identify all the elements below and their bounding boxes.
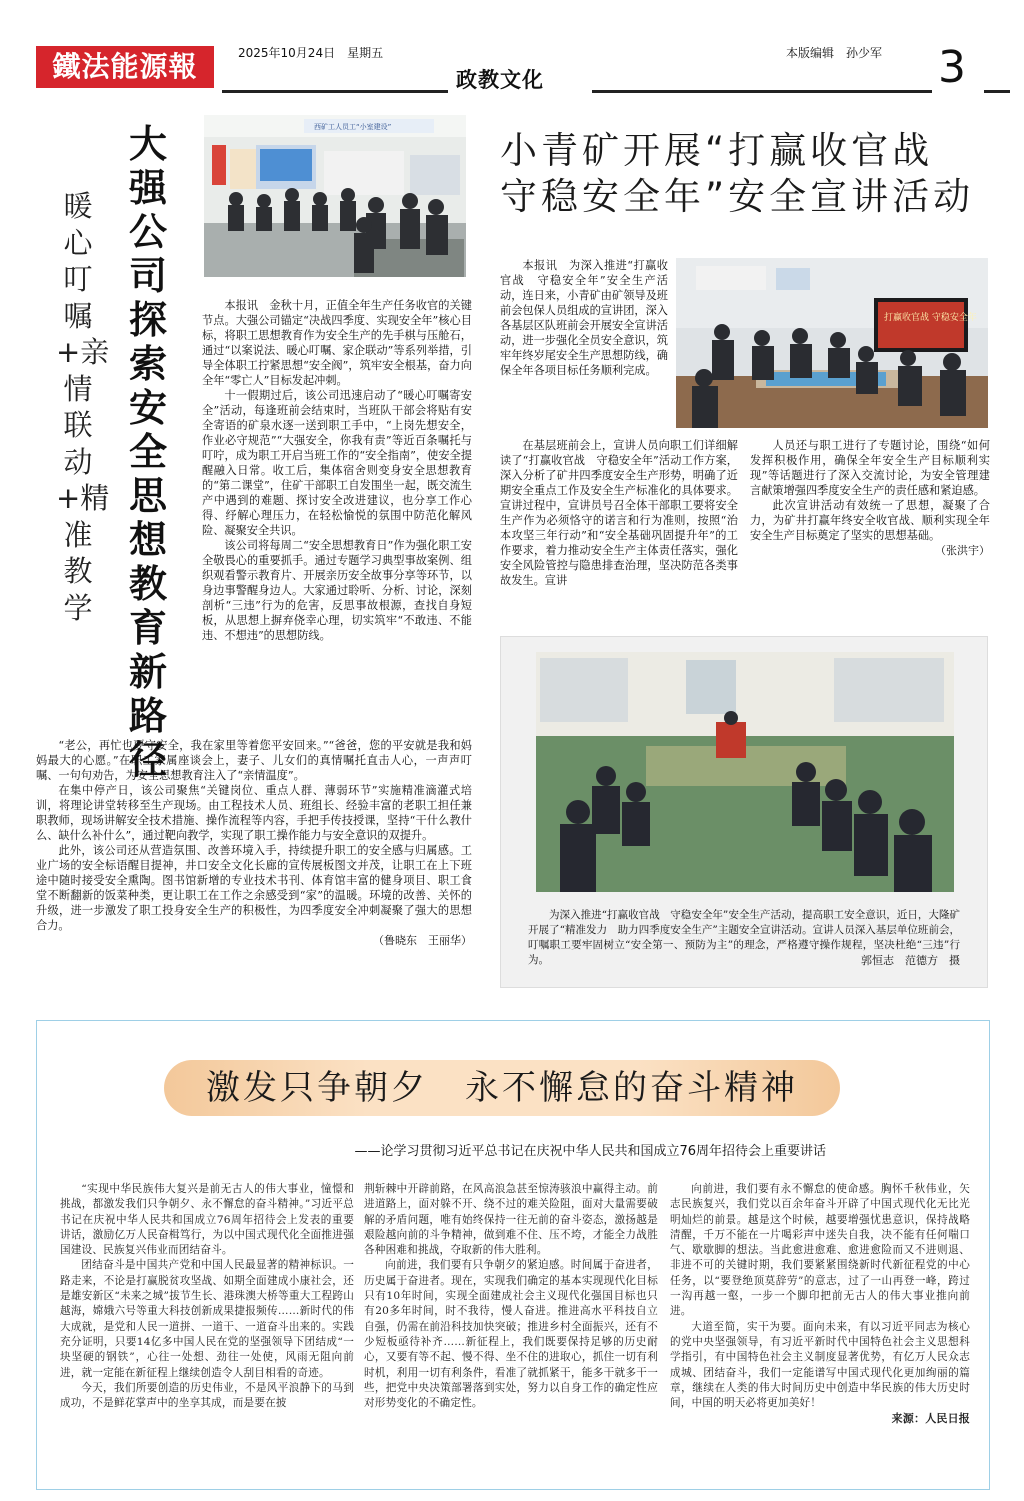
article2-body-column1 <box>500 258 668 438</box>
commentary-paragraph: 大道至简，实干为要。面向未来，有以习近平同志为核心的党中央坚强领导，有习近平新时代中国特色社会主义思想科学指引，有中国特色社会主义制度显著优势，有亿万人民众志成城、团结奋斗，我们一定能谱写中国式现代化更加绚丽的篇章，继续在人类的伟大时间历史中创造中华民族的伟大历史时间，中国的明天必将更加美好！ <box>670 1320 970 1410</box>
header-rule-left <box>222 90 448 93</box>
article1-headline: 大强公司探索安全思想教育新路径 <box>128 122 167 782</box>
article2-photo <box>676 258 988 428</box>
article1-paragraph: 十一假期过后，该公司迅速启动了“暖心叮嘱寄安全”活动，每逢班前会结束时，当班队干部会将贴有安全寄语的矿泉水逐一送到职工手中，“上岗先想安全，作业必守规范”“大强安全，你我有责”等近百条嘱托与叮咛，成为职工开启当班工作的“安全指南”，使安全提醒融入日常。收工后，集体宿舍则变身安全思想教育的“第二课堂”，住矿干部职工自发围坐一起，既交流生产中遇到的难题、探讨安全改进建议，也分享工作心得、纾解心理压力，在轻松愉悦的氛围中防范化解风险、凝聚安全共识。 <box>202 389 472 537</box>
photo-caption-text: 为深入推进“打赢收官战 守稳安全年”安全生产活动，提高职工安全意识，近日，大隆矿开展了“精准发力 助力四季度安全生产”主题安全宣讲活动。宣讲人员深入基层单位班前会，叮嘱职工要牢固树立“安全第一、预防为主”的理念，严格遵守操作规程，坚决杜绝“三违”行为。 <box>528 909 960 966</box>
commentary-column3 <box>670 1182 970 1478</box>
commentary-source: 来源：人民日报 <box>891 1412 970 1426</box>
article2-paragraph: 本报讯 为深入推进“打赢收官战 守稳安全年”安全生产活动，连日来，小青矿由矿领导及班前会包保人员组成的宣讲团，深入各基层区队班前会开展安全宣讲活动，进一步强化全员安全意识，筑牢年终岁尾安全生产思想防线，确保全年各项目标任务顺利完成。 <box>500 259 668 377</box>
article2-headline: 小青矿开展“打赢收官战 守稳安全年”安全宣讲活动 <box>500 129 975 218</box>
photo-caption <box>528 908 960 968</box>
article2-paragraph: 在基层班前会上，宣讲人员向职工们详细解读了“打赢收官战 守稳安全年”活动工作方案，深入分析了矿井四季度安全生产形势，明确了近期安全重点工作及安全生产标准化的具体要求。宣讲过程中，宣讲员号召全体干部职工要将安全生产作为必须恪守的诺言和行为准则，按照“治本攻坚三年行动”和“安全基础巩固提升年”的工作要求，着力推动安全生产主体责任落实，强化安全风险管控与隐患排查治理，坚决防范各类事故发生。宣讲 <box>500 439 738 587</box>
commentary-paragraph: 向前进，我们要有只争朝夕的紧迫感。时间属于奋进者，历史属于奋进者。现在，实现我们确定的基本实现现代化目标只有10年时间，实现全面建成社会主义现代化强国目标也只有20多年时间，时不我待，慢人奋进。推进高水平科技自立自强，仍需在前沿科技加快突破；推进乡村全面振兴，还有不少短板亟待补齐……新征程上，我们既要保持足够的历史耐心，又要有等不起、慢不得、坐不住的进取心，抓住一切有利时机，利用一切有利条件，看准了就抓紧干，能多干就多干一些，把党中央决策部署落到实处，努力以自身工作的确定性应对形势变化的不确定性。 <box>364 1259 658 1410</box>
article1-paragraph: 本报讯 金秋十月，正值全年生产任务收官的关键节点。大强公司锚定“决战四季度、实现安全年”核心目标，将职工思想教育作为安全生产的先手棋与压舱石，通过“以案说法、暖心叮嘱、家企联动”等系列举措，引导全体职工拧紧思想“安全阀”，筑牢安全根基，奋力向全年“零亡人”目标发起冲刺。 <box>202 299 472 387</box>
article2-body-column3 <box>750 438 990 610</box>
page-number: 3 <box>938 42 966 93</box>
article1-paragraph: 此外，该公司还从营造氛围、改善环境入手，持续提升职工的安全感与归属感。工业广场的安全标语醒目提神，井口安全文化长廊的宣传展板图文并茂，让职工在上下班途中随时接受安全熏陶。图书馆新增的专业技术书刊、体育馆丰富的健身项目、职工食堂不断翻新的饭菜种类，更让职工在工作之余感受到“家”的温暖。环境的改善、关怀的升级，进一步激发了职工投身安全生产的积极性，为四季度安全冲刺凝聚了强大的思想合力。 <box>36 844 472 932</box>
commentary-paragraph: “实现中华民族伟大复兴是前无古人的伟大事业，憧憬和挑战，都激发我们只争朝夕、永不懈怠的奋斗精神。”习近平总书记在庆祝中华人民共和国成立76周年招待会上发表的重要讲话，激励亿万人民奋楫笃行，为以中国式现代化全面推进强国建设、民族复兴伟业而团结奋斗。 <box>60 1183 354 1257</box>
photo-feature-image <box>536 652 954 892</box>
newspaper-logo: 鐵法能源報 <box>36 46 214 88</box>
header-rule-end <box>984 90 1010 93</box>
article2-byline: （张洪宇） <box>935 544 990 557</box>
article1-subheadline: 暖心叮嘱+亲情联动+精准教学 <box>56 189 110 625</box>
commentary-headline: 激发只争朝夕 永不懈怠的奋斗精神 <box>206 1068 798 1108</box>
issue-date: 2025年10月24日 星期五 <box>238 46 384 60</box>
article1-body-wide <box>36 738 472 978</box>
header-rule-right <box>592 90 932 93</box>
commentary-paragraph: 向前进，我们要有永不懈怠的使命感。胸怀千秋伟业，矢志民族复兴，我们党以百余年奋斗开辟了中国式现代化无比光明灿烂的前景。越是这个时候，越要增强忧患意识，保持战略清醒，千万不能在一片喝彩声中迷失自我，决不能有任何喘口气、歇歇脚的想法。当此愈进愈难、愈进愈险而又不进则退、非进不可的关键时期，我们要紧紧围绕新时代新征程党的中心任务，以“要登绝顶莫辞劳”的意志，过了一山再登一峰，跨过一沟再越一壑，一步一个脚印把前无古人的伟大事业推向前进。 <box>670 1183 970 1318</box>
commentary-column1 <box>60 1182 354 1478</box>
article2-body-column2 <box>500 438 738 610</box>
commentary-column2 <box>364 1182 658 1478</box>
article1-paragraph: 在集中停产日，该公司聚焦“关键岗位、重点人群、薄弱环节”实施精准滴灌式培训，将理论讲堂转移至生产现场。由工程技术人员、班组长、经验丰富的老职工担任兼职教师，现场讲解安全技术措施、操作流程等内容，手把手传技授课，坚持“干什么教什么、缺什么补什么”，通过靶向教学，实现了职工操作能力与安全意识的双提升。 <box>36 784 472 842</box>
article1-byline: （鲁晓东 王丽华） <box>373 934 472 947</box>
photo-screen-line1: 打赢收官战 守稳安全年 <box>884 313 977 323</box>
commentary-paragraph: 团结奋斗是中国共产党和中国人民最显著的精神标识。一路走来，不论是打赢脱贫攻坚战、如期全面建成小康社会，还是雄安新区“未来之城”拔节生长、港珠澳大桥等重大工程跨山越海，嫦娥六号等重大科技创新成果捷报频传……新时代的伟大成就，是党和人民一道拼、一道干、一道奋斗出来的。实践充分证明，只要14亿多中国人民在党的坚强领导下团结成“一块坚硬的钢铁”，心往一处想、劲往一处使，风雨无阻向前进，就一定能在新征程上继续创造令人刮目相看的奇迹。 <box>60 1259 354 1379</box>
article1-paragraph: 该公司将每周二“安全思想教育日”作为强化职工安全敬畏心的重要抓手。通过专题学习典型事故案例、组织观看警示教育片、开展亲历安全故事分享等环节，以身边事警醒身边人。大家通过聆听、分析、讨论，深刻剖析“三违”行为的危害，反思事故根源，查找自身短板，从思想上摒弃侥幸心理，切实筑牢“不敢违、不能违、不想违”的思想防线。 <box>202 539 472 642</box>
article1-paragraph: “老公，再忙也要守安全，我在家里等着您平安回来。”“爸爸，您的平安就是我和妈妈最大的心愿。”在职工家属座谈会上，妻子、儿女们的真情嘱托直击人心，一声声叮嘱、一句句劝告，为安全思想教育注入了“亲情温度”。 <box>36 739 472 782</box>
photo-credit: 郭恒志 范德方 摄 <box>861 954 960 967</box>
article1-body-column <box>202 298 472 738</box>
commentary-paragraph: 荆斩棘中开辟前路，在风高浪急甚至惊涛骇浪中赢得主动。前进道路上，面对躲不开、绕不过的难关险阻，面对大量需要破解的矛盾问题，唯有始终保持一往无前的奋斗姿态，激扬越是艰险越向前的斗争精神，做到难不住、压不垮，才能全力战胜各种困难和挑战，夺取新的伟大胜利。 <box>364 1183 658 1257</box>
masthead <box>32 40 1016 98</box>
article1-photo <box>204 115 466 277</box>
page-editor: 本版编辑 孙少军 <box>786 46 883 60</box>
article2-paragraph: 人员还与职工进行了专题讨论，围绕“如何发挥积极作用，确保全年安全生产目标顺利实现”等话题进行了深入交流讨论，为安全管理建言献策增强四季度安全生产的责任感和紧迫感。 <box>750 439 990 497</box>
commentary-subheadline: ——论学习贯彻习近平总书记在庆祝中华人民共和国成立76周年招待会上重要讲话 <box>354 1144 826 1159</box>
article2-paragraph: 此次宣讲活动有效统一了思想，凝聚了合力，为矿井打赢年终安全收官战、顺利实现全年安全生产目标奠定了坚实的思想基础。 <box>750 499 990 542</box>
commentary-paragraph: 今天，我们所要创造的历史伟业，不是风平浪静下的马到成功，不是鲜花掌声中的坐享其成，而是要在披 <box>60 1381 354 1410</box>
section-title: 政教文化 <box>456 68 544 92</box>
photo-banner-text: 西矿工人员工“小室建设” <box>314 123 392 131</box>
